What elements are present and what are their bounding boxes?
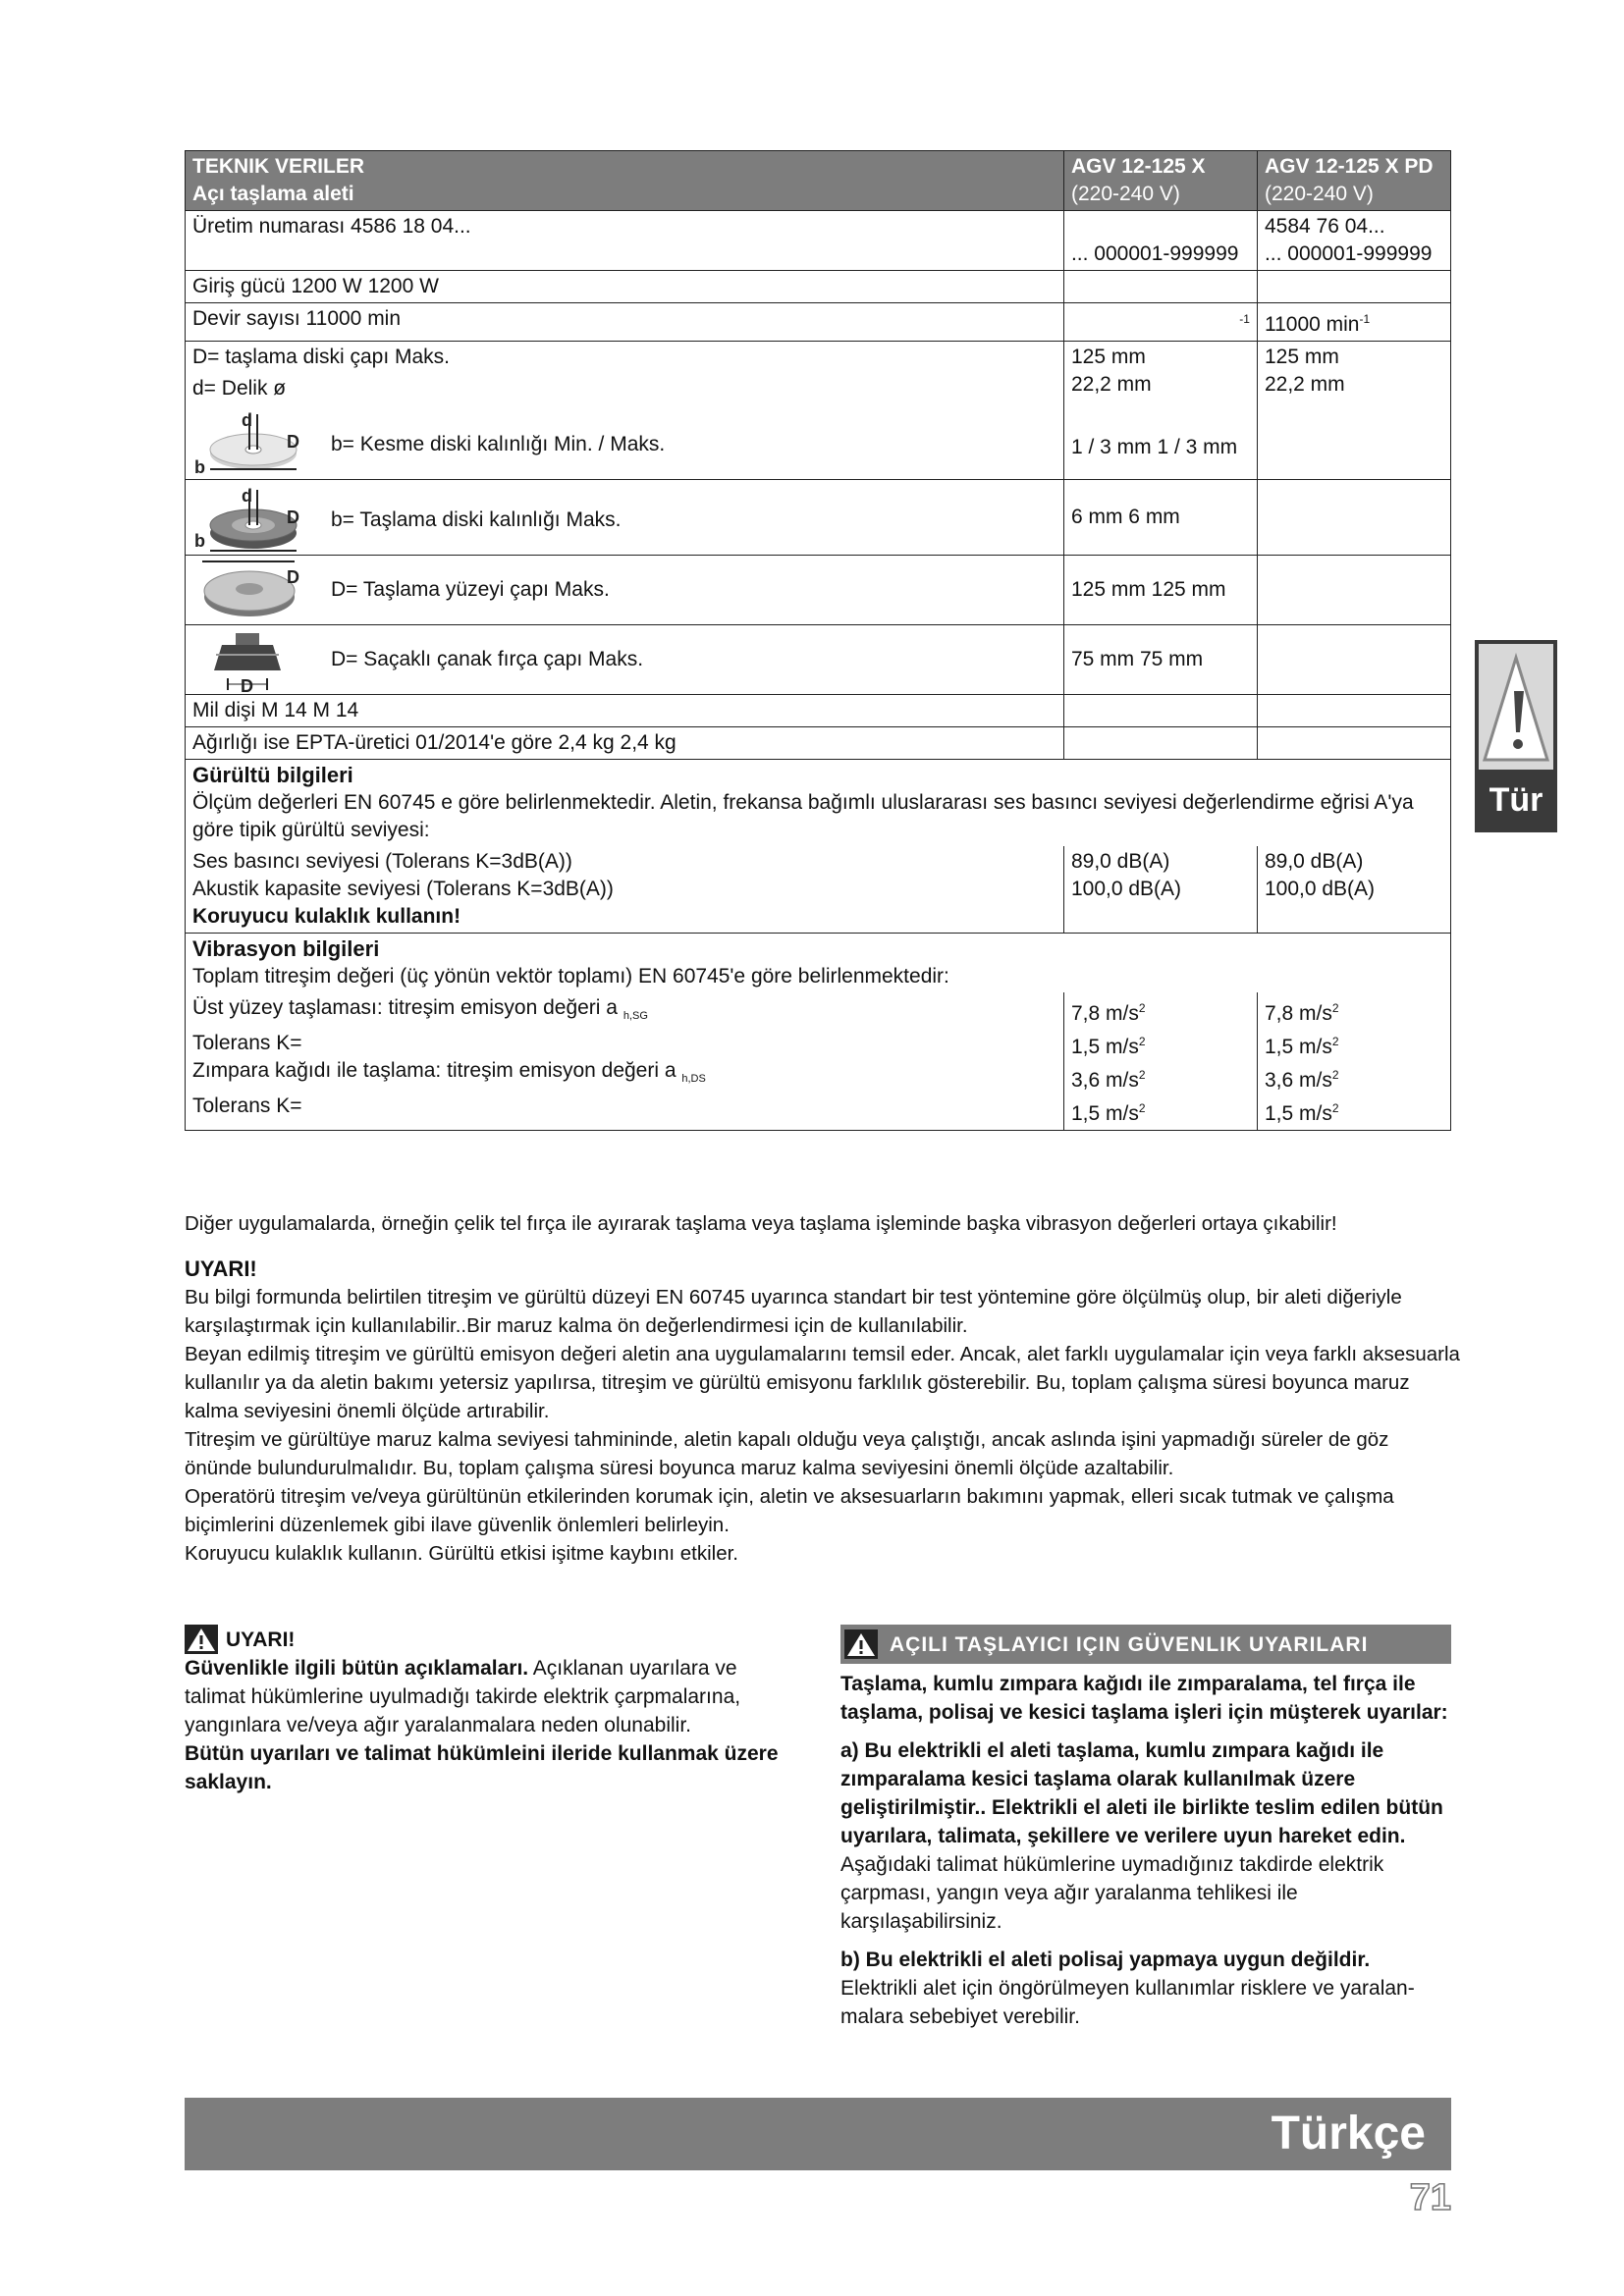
warning-paragraph-2: Beyan edilmiş titreşim ve gürültü emisyon değeri aletin ana uygulamalarını temsil eder. Ancak, alet farklı uygulamalar için veya farklı aksesuarla kullanılır ya da aletin bakımı yetersiz yapılırsa, titreşim ve gürültü emisyonu farklılık gösterebilir. Bu, toplam çalışma süresi boyunca maruz kalma seviyesini önemli ölçüde artırabilir.: [185, 1343, 1460, 1422]
svg-text:d: d: [242, 488, 252, 506]
speed-value-1-sup: -1: [1239, 312, 1250, 326]
surface-label: D= Taşlama yüzeyi çapı Maks.: [331, 578, 610, 601]
vib-tol2-value-1-sup: 2: [1138, 1101, 1146, 1115]
table-row: [186, 480, 1451, 556]
brush-label: D= Saçaklı çanak fırça çapı Maks.: [331, 648, 644, 670]
exclamation-warning-icon: [1479, 644, 1553, 770]
noise-title: Gürültü bilgileri: [192, 763, 353, 787]
table-row: [186, 992, 1451, 1131]
warning-a-text: Aşağıdaki talimat hükümlerine uymadığınız takdirde elektrik çarpması, yangın veya ağır yaralanma tehlikesi ile karşılaşabilirsiniz.: [840, 1853, 1384, 1933]
svg-text:D: D: [287, 567, 299, 587]
speed-value-2-sup: -1: [1359, 312, 1371, 326]
table-row: [186, 271, 1451, 303]
table-row: [186, 695, 1451, 727]
model2-name: AGV 12-125 X PD: [1264, 155, 1434, 178]
table-row: [186, 211, 1451, 271]
angle-grinder-safety-warnings: [840, 1625, 1451, 2041]
safety-warning-intro: Taşlama, kumlu zımpara kağıdı ile zımparalama, tel fırça ile taşlama, polisaj ve kesici taşlama işleri için müşterek uyarılar:: [840, 1673, 1448, 1724]
table-row: [186, 556, 1451, 625]
warning-paragraph-1: Bu bilgi formunda belirtilen titreşim ve gürültü düzeyi EN 60745 uyarınca standart bir test yöntemine göre ölçülmüş olup, bir aleti diğeriyle karşılaştırmak için kullanılabilir..Bir maruz kalma ön değerlendirmesi için de kullanılabilir.: [185, 1286, 1402, 1337]
vib-tol2-value-2: 1,5 m/s: [1264, 1102, 1332, 1125]
vibration-sg-label: Üst yüzey taşlaması: titreşim emisyon değeri a: [192, 996, 618, 1019]
vib-sg-value-2-sup: 2: [1331, 1001, 1339, 1015]
disc-diameter-value-1: 125 mm: [1070, 346, 1146, 368]
disc-diameter-value-2: 125 mm: [1264, 346, 1339, 368]
sound-pressure-value-2: 89,0 dB(A): [1264, 850, 1364, 873]
grind-thickness-value: 6 mm 6 mm: [1070, 506, 1180, 528]
safety-warning-bar: [840, 1625, 1451, 1664]
vibration-ds-label: Zımpara kağıdı ile taşlama: titreşim emisyon değeri a: [192, 1059, 677, 1083]
bore-label: d= Delik ø: [192, 377, 287, 400]
cut-thickness-label: b= Kesme diski kalınlığı Min. / Maks.: [331, 433, 666, 455]
bore-value-2: 22,2 mm: [1264, 373, 1345, 396]
warning-title: UYARI!: [185, 1256, 257, 1281]
table-row: [186, 727, 1451, 760]
vibration-title: Vibrasyon bilgileri: [192, 936, 380, 961]
production-label: Üretim numarası 4586 18 04...: [186, 211, 1064, 271]
warning-triangle-icon: [844, 1629, 878, 1659]
sound-power-value-2: 100,0 dB(A): [1264, 878, 1376, 900]
table-subtitle: Açı taşlama aleti: [192, 183, 354, 205]
grinding-disc-icon: [192, 488, 305, 553]
sound-pressure-value-1: 89,0 dB(A): [1070, 850, 1170, 873]
speed-value-2: 11000 min: [1264, 313, 1360, 336]
vib-sg-value-1: 7,8 m/s: [1070, 1002, 1139, 1025]
noise-section: [186, 760, 1451, 847]
model1-voltage: (220-240 V): [1070, 183, 1180, 205]
vibration-tolerance-1-label: Tolerans K=: [192, 1032, 302, 1055]
model2-voltage: (220-240 V): [1264, 183, 1374, 205]
svg-text:D: D: [287, 432, 299, 452]
sound-power-value-1: 100,0 dB(A): [1070, 878, 1182, 900]
cutting-disc-icon: [192, 412, 305, 477]
vib-tol2-value-2-sup: 2: [1331, 1101, 1339, 1115]
warning-paragraph-3: Titreşim ve gürültüye maruz kalma seviyesi tahmininde, aletin kapalı olduğu veya çalıştığı, ancak aslında işini yapmadığı süreler de göz önünde bulundurulmalıdır. Bu, toplam çalışma süresi boyunca maruz kalma seviyesini önemli ölçüde azaltabilir.: [185, 1428, 1389, 1479]
model1-name: AGV 12-125 X: [1070, 155, 1206, 178]
svg-text:D: D: [287, 507, 299, 527]
vib-tol2-value-1: 1,5 m/s: [1070, 1102, 1139, 1125]
speed-label: Devir sayısı 11000 min: [186, 303, 1064, 342]
grind-thickness-label: b= Taşlama diski kalınlığı Maks.: [331, 508, 622, 531]
disc-diameter-label: D= taşlama diski çapı Maks.: [192, 346, 451, 368]
table-header-row: [186, 151, 1451, 211]
svg-text:b: b: [194, 531, 205, 551]
vib-ds-value-2: 3,6 m/s: [1264, 1069, 1332, 1092]
tech-data-table: [185, 150, 1451, 1131]
vibration-intro: Toplam titreşim değeri (üç yönün vektör toplamı) EN 60745'e göre belirlenmektedir:: [192, 965, 949, 988]
cup-brush-icon: [192, 627, 305, 692]
brush-value: 75 mm 75 mm: [1070, 648, 1204, 670]
vibration-section: [186, 934, 1451, 993]
table-row: [186, 342, 1451, 480]
language-side-tab: [1475, 640, 1557, 832]
safety-warning-title: AÇILI TAŞLAYICI IÇIN GÜVENLIK UYARILARI: [890, 1632, 1369, 1656]
vib-tol1-value-1: 1,5 m/s: [1070, 1036, 1139, 1058]
noise-intro: Ölçüm değerleri EN 60745 e göre belirlenmektedir. Aletin, frekansa bağımlı uluslararası ses basıncı seviyesi değerlendirme eğrisi A'ya göre tipik gürültü seviyesi:: [192, 791, 1414, 841]
page-number: 71: [1409, 2177, 1451, 2218]
vibration-sg-sub: h,SG: [623, 1010, 648, 1023]
left-warning-text-1: Açıklanan uyarılara ve talimat hükümlerine uyulmadığı takirde elektrik çarpmalarına, yangınlara ve/veya ağır yaralanmalara neden olunabilir.: [185, 1657, 741, 1736]
svg-text:b: b: [194, 457, 205, 477]
vib-ds-value-2-sup: 2: [1331, 1068, 1339, 1082]
left-warning-bold-1: Güvenlikle ilgili bütün açıklamaları.: [185, 1657, 529, 1680]
sound-pressure-label: Ses basıncı seviyesi (Tolerans K=3dB(A)): [192, 850, 572, 873]
general-safety-warning: [185, 1625, 784, 1796]
table-row: [186, 846, 1451, 934]
warning-paragraph-5: Koruyucu kulaklık kullanın. Gürültü etkisi işitme kaybını etkiler.: [185, 1542, 738, 1565]
vib-tol1-value-1-sup: 2: [1138, 1035, 1146, 1048]
sanding-disc-icon: [192, 558, 305, 622]
table-title: TEKNIK VERILER: [192, 155, 365, 178]
other-applications-note: Diğer uygulamalarda, örneğin çelik tel fırça ile ayırarak taşlama veya taşlama işleminde başka vibrasyon değerleri ortaya çıkabilir!: [185, 1212, 1337, 1235]
vibration-ds-sub: h,DS: [681, 1073, 706, 1086]
input-power-label: Giriş gücü 1200 W 1200 W: [186, 271, 1064, 303]
side-tab-label: Tür: [1489, 781, 1543, 819]
language-footer-band: Türkçe: [185, 2098, 1451, 2170]
svg-text:d: d: [242, 412, 252, 430]
production-value-2b: ... 000001-999999: [1264, 242, 1433, 265]
spindle-label: Mil dişi M 14 M 14: [186, 695, 1064, 727]
warning-b-text: Elektrikli alet için öngörülmeyen kullanımlar risklere ve yaralan-malara sebebiyet verebilir.: [840, 1977, 1415, 2028]
surface-value: 125 mm 125 mm: [1070, 578, 1226, 601]
warning-a-bold: a) Bu elektrikli el aleti taşlama, kumlu zımpara kağıdı ile zımparalama kesici taşlama olarak kullanılmak üzere geliştirilmiştir.. Elektrikli el aleti ile birlikte teslim edilen bütün uyarılara, talimata, şekillere ve verilere uyun hareket edin.: [840, 1739, 1443, 1847]
table-row: [186, 625, 1451, 695]
vib-sg-value-1-sup: 2: [1138, 1001, 1146, 1015]
warning-block: [185, 1255, 1461, 1568]
cut-thickness-value: 1 / 3 mm 1 / 3 mm: [1070, 436, 1238, 458]
warning-b-bold: b) Bu elektrikli el aleti polisaj yapmaya uygun değildir.: [840, 1949, 1371, 1971]
side-tab-warning-box: [1479, 644, 1553, 770]
vib-ds-value-1: 3,6 m/s: [1070, 1069, 1139, 1092]
bore-value-1: 22,2 mm: [1070, 373, 1152, 396]
hearing-protection-note: Koruyucu kulaklık kullanın!: [192, 905, 461, 928]
table-row: [186, 303, 1451, 342]
production-value-2a: 4584 76 04...: [1264, 215, 1385, 238]
svg-text:D: D: [241, 676, 253, 692]
sound-power-label: Akustik kapasite seviyesi (Tolerans K=3dB(A)): [192, 878, 614, 900]
left-warning-title: UYARI!: [226, 1628, 296, 1651]
vib-sg-value-2: 7,8 m/s: [1264, 1002, 1332, 1025]
vib-tol1-value-2-sup: 2: [1331, 1035, 1339, 1048]
left-warning-bold-2: Bütün uyarıları ve talimat hükümleini ileride kullanmak üzere saklayın.: [185, 1742, 779, 1793]
production-value-1: ... 000001-999999: [1070, 242, 1239, 265]
warning-paragraph-4: Operatörü titreşim ve/veya gürültünün etkilerinden korumak için, aletin ve aksesuarların bakımını yapmak, elleri sıcak tutmak ve çalışma biçimlerini düzenlemek gibi ilave güvenlik önlemleri belirleyin.: [185, 1485, 1394, 1536]
vibration-tolerance-2-label: Tolerans K=: [192, 1095, 302, 1118]
weight-label: Ağırlığı ise EPTA-üretici 01/2014'e göre 2,4 kg 2,4 kg: [186, 727, 1064, 760]
vib-ds-value-1-sup: 2: [1138, 1068, 1146, 1082]
vib-tol1-value-2: 1,5 m/s: [1264, 1036, 1332, 1058]
warning-triangle-icon: [185, 1625, 218, 1654]
